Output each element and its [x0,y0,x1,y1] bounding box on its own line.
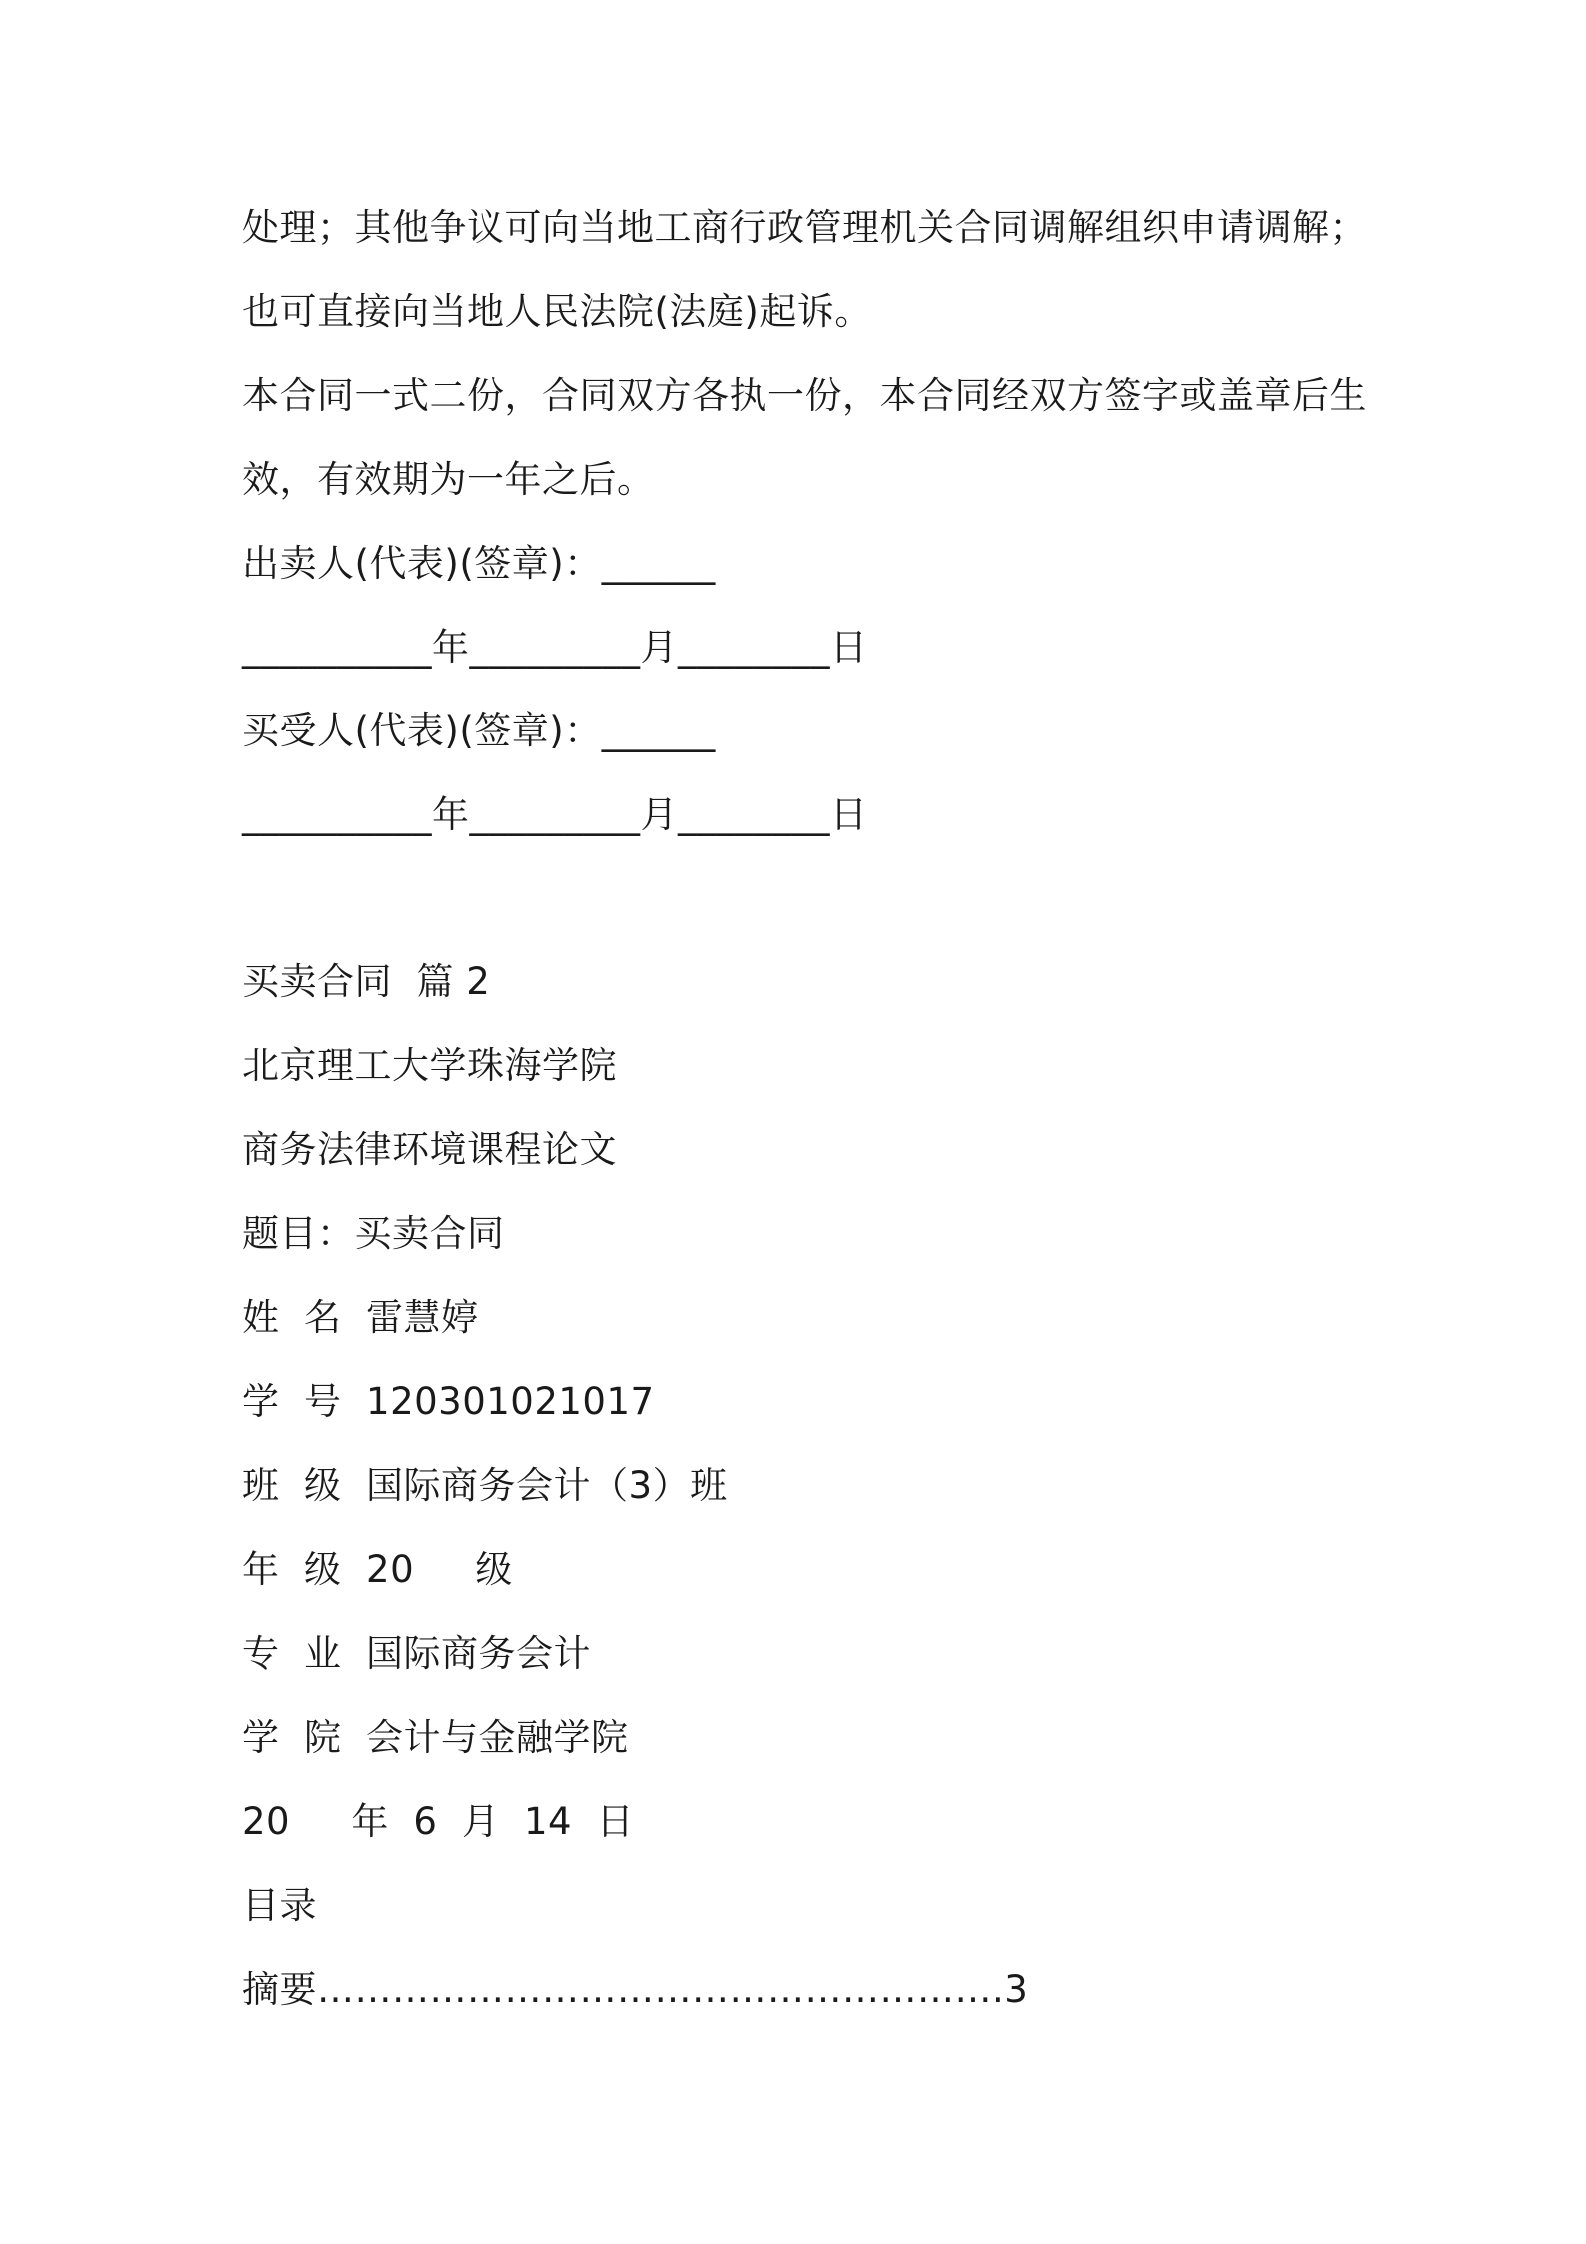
toc-heading: 目录 [242,1884,317,1927]
buyer-signature-line: 买受人(代表)(签章)：______ [242,709,716,752]
course-title: 商务法律环境课程论文 [242,1128,617,1171]
student-name: 姓 名 雷慧婷 [242,1296,479,1339]
paper-date: 20 年 6 月 14 日 [242,1800,635,1843]
buyer-date-line: __________年_________月________日 [242,793,868,836]
contract-text-line-1: 处理；其他争议可向当地工商行政管理机关合同调解组织申请调解； [242,206,1367,249]
contract-text-line-4: 效，有效期为一年之后。 [242,458,655,501]
student-id: 学 号 120301021017 [242,1380,655,1423]
toc-entry-abstract: 摘要……………………………………………….3 [242,1968,1029,2011]
student-college: 学 院 会计与金融学院 [242,1716,629,1759]
contract-text-line-3: 本合同一式二份，合同双方各执一份，本合同经双方签字或盖章后生 [242,374,1367,417]
student-major: 专 业 国际商务会计 [242,1632,592,1675]
student-grade: 年 级 20 级 [242,1548,513,1591]
contract-text-line-2: 也可直接向当地人民法院(法庭)起诉。 [242,290,872,333]
seller-date-line: __________年_________月________日 [242,626,868,669]
university-name: 北京理工大学珠海学院 [242,1044,617,1087]
student-class: 班 级 国际商务会计（3）班 [242,1464,728,1507]
seller-signature-line: 出卖人(代表)(签章)：______ [242,542,716,585]
section-heading: 买卖合同 篇 2 [242,960,491,1003]
paper-title: 题目：买卖合同 [242,1212,505,1255]
